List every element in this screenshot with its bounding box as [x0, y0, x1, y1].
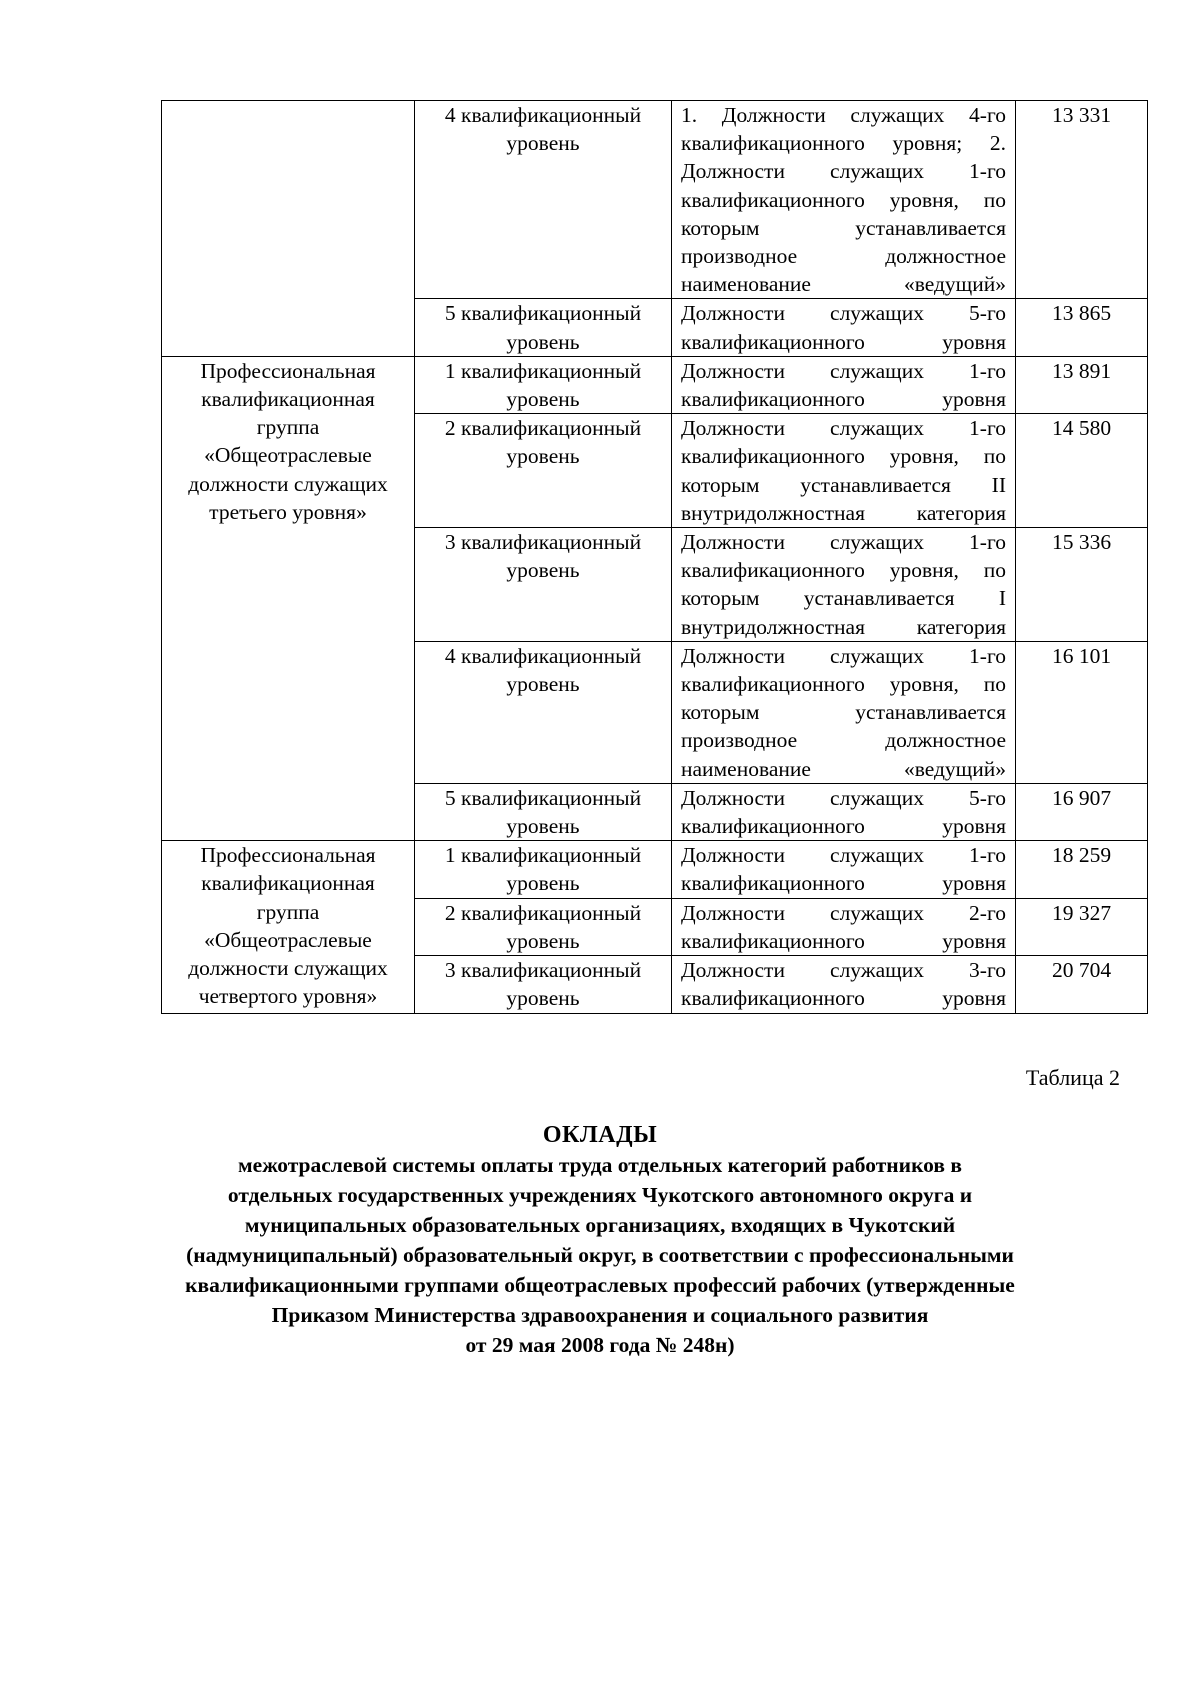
description-cell: Должности служащих 5-го квалификационного уровня	[672, 299, 1016, 356]
salary-cell: 13 331	[1016, 101, 1148, 299]
table-row	[162, 841, 1148, 898]
description-cell: 1. Должности служащих 4-го квалификационного уровня; 2. Должности служащих 1-го квалификационного уровня, по которым устанавливается производное должностное наименование «ведущий»	[672, 101, 1016, 299]
heading-title: ОКЛАДЫ	[542, 1122, 658, 1148]
salary-table	[161, 100, 1148, 1014]
description-cell: Должности служащих 5-го квалификационного уровня	[672, 783, 1016, 840]
level-cell: 4 квалификационный уровень	[415, 101, 672, 299]
table-row	[162, 356, 1148, 413]
description-cell: Должности служащих 3-го квалификационного уровня	[672, 956, 1016, 1013]
table-heading	[140, 1120, 1060, 1360]
group-cell: Профессиональная квалификационная группа «Общеотраслевые должности служащих третьего уровня»	[162, 356, 415, 840]
salary-cell: 20 704	[1016, 956, 1148, 1013]
description-cell: Должности служащих 1-го квалификационного уровня, по которым устанавливается I внутридолжностная категория	[672, 528, 1016, 642]
level-cell: 2 квалификационный уровень	[415, 414, 672, 528]
level-cell: 5 квалификационный уровень	[415, 299, 672, 356]
salary-cell: 18 259	[1016, 841, 1148, 898]
table-row	[162, 101, 1148, 299]
table-number-label: Таблица 2	[1025, 1065, 1120, 1090]
salary-cell: 19 327	[1016, 898, 1148, 955]
level-cell: 3 квалификационный уровень	[415, 956, 672, 1013]
group-cell-continued	[162, 101, 415, 357]
level-cell: 4 квалификационный уровень	[415, 641, 672, 783]
description-cell: Должности служащих 2-го квалификационного уровня	[672, 898, 1016, 955]
level-cell: 3 квалификационный уровень	[415, 528, 672, 642]
group-cell: Профессиональная квалификационная группа «Общеотраслевые должности служащих четвертого уровня»	[162, 841, 415, 1013]
description-cell: Должности служащих 1-го квалификационного уровня	[672, 841, 1016, 898]
salary-cell: 16 907	[1016, 783, 1148, 840]
salary-cell: 14 580	[1016, 414, 1148, 528]
heading-subtitle: межотраслевой системы оплаты труда отдельных категорий работников в отдельных государственных учреждениях Чукотского автономного округа и муниципальных образовательных организациях, входящих в Чукотский (надмуниципальный) образовательный округ, в соответствии с профессиональными квалификационными группами общеотраслевых профессий рабочих (утвержденные Приказом Министерства здравоохранения и социального развития от 29 мая 2008 года № 248н)	[185, 1153, 1015, 1357]
salary-cell: 15 336	[1016, 528, 1148, 642]
level-cell: 1 квалификационный уровень	[415, 356, 672, 413]
level-cell: 2 квалификационный уровень	[415, 898, 672, 955]
description-cell: Должности служащих 1-го квалификационного уровня, по которым устанавливается II внутридолжностная категория	[672, 414, 1016, 528]
salary-cell: 13 891	[1016, 356, 1148, 413]
salary-cell: 16 101	[1016, 641, 1148, 783]
description-cell: Должности служащих 1-го квалификационного уровня	[672, 356, 1016, 413]
level-cell: 1 квалификационный уровень	[415, 841, 672, 898]
description-cell: Должности служащих 1-го квалификационного уровня, по которым устанавливается производное должностное наименование «ведущий»	[672, 641, 1016, 783]
level-cell: 5 квалификационный уровень	[415, 783, 672, 840]
salary-cell: 13 865	[1016, 299, 1148, 356]
